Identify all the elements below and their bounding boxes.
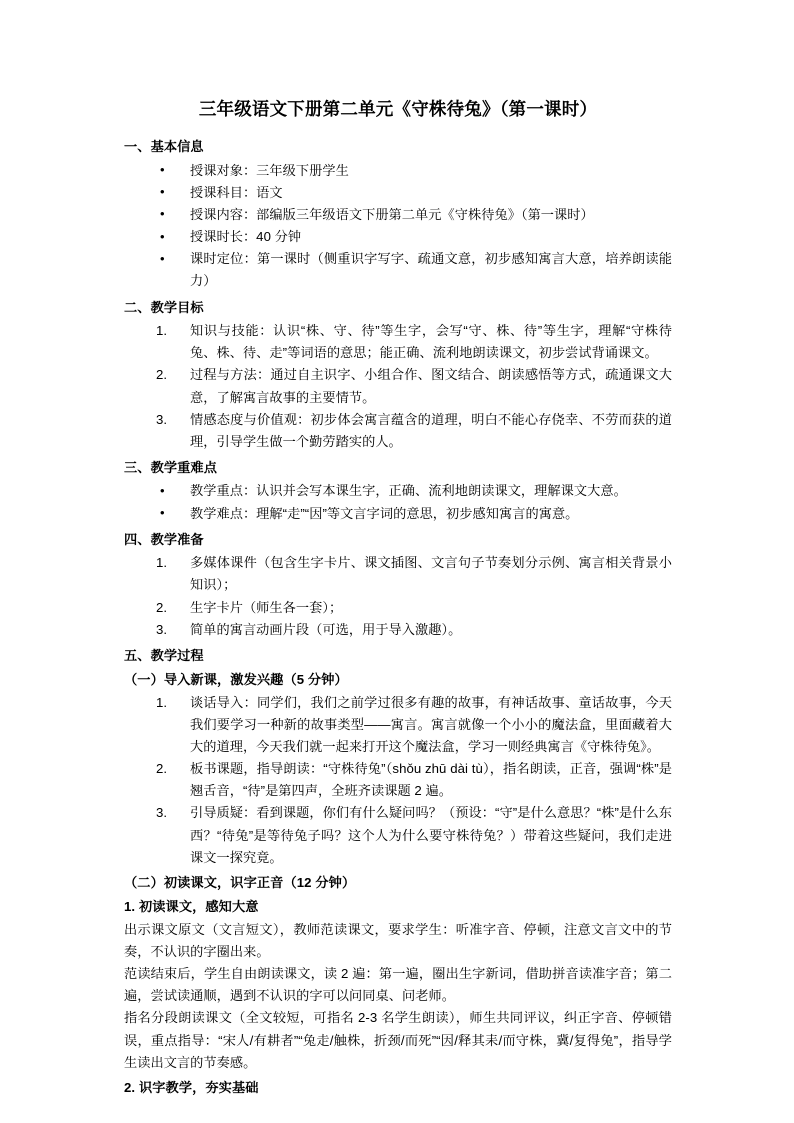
list-item: 过程与方法：通过自主识字、小组合作、图文结合、朗读感悟等方式，疏通课文大意，了解寓言故事的主要情节。 <box>190 367 672 405</box>
subsection-heading-perceive-meaning: 1. 初读课文，感知大意 <box>124 899 259 915</box>
list-item: • 授课内容：部编版三年级语文下册第二单元《守株待兔》（第一课时） <box>124 204 672 226</box>
section-heading-basic-info: 一、基本信息 <box>124 139 204 155</box>
list-item: • 教学难点：理解“走”“因”等文言字词的意思，初步感知寓言的寓意。 <box>124 503 672 525</box>
subsection-heading-first-reading: （二）初读课文，识字正音（12 分钟） <box>124 874 356 890</box>
section-heading-process: 五、教学过程 <box>124 647 204 663</box>
paragraph: 范读结束后，学生自由朗读课文，读 2 遍：第一遍，圈出生字新词，借助拼音读准字音；第二遍，尝试读通顺，遇到不认识的字可以问同桌、问老师。 <box>124 966 672 1004</box>
subsection-heading-introduction: （一）导入新课，激发兴趣（5 分钟） <box>124 672 348 688</box>
subsection-heading-character-teaching: 2. 识字教学，夯实基础 <box>124 1079 259 1095</box>
list-item: 知识与技能：认识“株、守、待”等生字，会写“守、株、待”等生字，理解“守株待兔、株、待、走”等词语的意思；能正确、流利地朗读课文，初步尝试背诵课文。 <box>190 323 672 361</box>
section-heading-preparation: 四、教学准备 <box>124 531 204 547</box>
introduction-steps-list <box>124 692 672 869</box>
basic-info-list <box>124 160 672 293</box>
list-item: • 授课科目：语文 <box>124 182 672 204</box>
list-item: 生字卡片（师生各一套）； <box>190 599 343 615</box>
list-item: 情感态度与价值观：初步体会寓言蕴含的道理，明白不能心存侥幸、不劳而获的道理，引导学生做一个勤劳踏实的人。 <box>190 411 672 449</box>
list-item: • 授课对象：三年级下册学生 <box>124 160 672 182</box>
objectives-list <box>124 320 672 453</box>
section-heading-key-points: 三、教学重难点 <box>124 460 218 476</box>
list-item: 板书课题，指导朗读：“守株待兔”（shǒu zhū dài tù），指名朗读，正音，强调“株”是翘舌音，“待”是第四声，全班齐读课题 2 遍。 <box>190 761 672 799</box>
list-item: 谈话导入：同学们，我们之前学过很多有趣的故事，有神话故事、童话故事，今天我们要学习一种新的故事类型——寓言。寓言就像一个小小的魔法盒，里面藏着大大的道理，今天我们就一起来打开这个魔法盒，学习一则经典寓言《守株待兔》。 <box>190 694 672 754</box>
key-points-list <box>124 480 672 524</box>
list-item: • 教学重点：认识并会写本课生字，正确、流利地朗读课文，理解课文大意。 <box>124 480 672 502</box>
page-title: 三年级语文下册第二单元《守株待兔》（第一课时） <box>198 99 598 119</box>
paragraph: 出示课文原文（文言短文），教师范读课文，要求学生：听准字音、停顿，注意文言文中的节奏，不认识的字圈出来。 <box>124 921 672 959</box>
paragraph: 指名分段朗读课文（全文较短，可指名 2-3 名学生朗读），师生共同评议，纠正字音、停顿错误，重点指导：“宋人/有耕者”“兔走/触株，折颈/而死”“因/释其耒/而守株，冀/复得兔”，指导学生读出文言的节奏感。 <box>124 1010 672 1070</box>
preparation-list <box>124 552 672 641</box>
list-item: • 授课时长：40 分钟 <box>124 226 672 248</box>
list-item: 多媒体课件（包含生字卡片、课文插图、文言句子节奏划分示例、寓言相关背景小知识）； <box>190 555 672 593</box>
list-item: 简单的寓言动画片段（可选，用于导入激趣）。 <box>190 621 462 637</box>
list-item: • 课时定位：第一课时（侧重识字写字、疏通文意，初步感知寓言大意，培养朗读能力） <box>124 248 672 292</box>
list-item: 引导质疑：看到课题，你们有什么疑问吗？（预设：“守”是什么意思？“株”是什么东西？“待兔”是等待兔子吗？这个人为什么要守株待兔？）带着这些疑问，我们走进课文一探究竟。 <box>190 805 672 865</box>
section-heading-objectives: 二、教学目标 <box>124 299 204 315</box>
